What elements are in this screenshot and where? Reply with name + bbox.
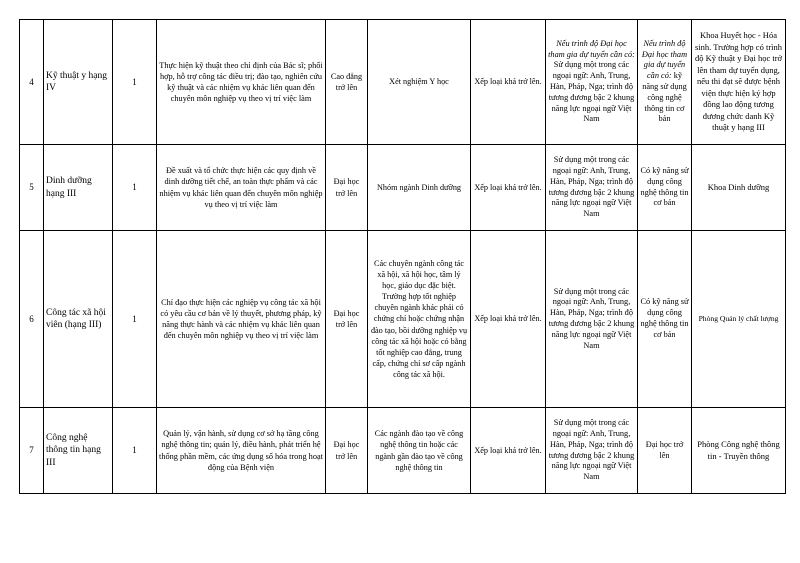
- position-title: Công tác xã hội viên (hạng III): [44, 231, 113, 408]
- duties: Thực hiện kỹ thuật theo chỉ định của Bác sĩ; phối hợp, hỗ trợ công tác điều trị; đào tạo, nghiên cứu kỹ thuật và các nhiệm vụ khác liên quan đến chuyên môn nghiệp vụ theo vị trí việc làm: [157, 20, 326, 145]
- education-level: Cao đẳng trở lên: [326, 20, 368, 145]
- duties: Chỉ đạo thực hiện các nghiệp vụ công tác xã hội có yêu cầu cơ bản về lý thuyết, phương pháp, kỹ năng thực hành và các nhiệm vụ khác liên quan đến chuyên môn nghiệp vụ theo vị trí việc làm: [157, 231, 326, 408]
- duties: Quản lý, vận hành, sử dụng cơ sở hạ tầng công nghệ thông tin; quản lý, điều hành, phát triển hệ thống phần mềm, các ứng dụng số hóa trong hoạt động của Bệnh viện: [157, 408, 326, 494]
- it-requirement: Có kỹ năng sử dụng công nghệ thông tin cơ bản: [638, 145, 692, 231]
- major: Các ngành đào tạo về công nghệ thông tin hoặc các ngành gần đào tạo về công nghệ thông tin: [368, 408, 471, 494]
- table-row: [20, 20, 786, 145]
- department: Khoa Dinh dưỡng: [692, 145, 786, 231]
- department: Phòng Quản lý chất lượng: [692, 231, 786, 408]
- grade-requirement: Xếp loại khá trở lên.: [471, 408, 546, 494]
- quota: 1: [113, 145, 157, 231]
- position-title: Dinh dưỡng hạng III: [44, 145, 113, 231]
- department: Khoa Huyết học - Hóa sinh. Trường hợp có trình độ Kỹ thuật y Đại học trở lên tham dự tuyển dụng, nếu thi đạt sẽ được bệnh viện thực hiện ký hợp đồng lao động tương đương chức danh Kỹ thuật y hạng III: [692, 20, 786, 145]
- position-title: Công nghệ thông tin hạng III: [44, 408, 113, 494]
- it-requirement: [638, 20, 692, 145]
- education-level: Đại học trở lên: [326, 145, 368, 231]
- it-detail: kỹ năng sử dụng công nghệ thông tin cơ bản: [642, 71, 687, 124]
- recruitment-table: [19, 19, 786, 494]
- language-detail: Sử dụng một trong các ngoại ngữ: Anh, Trung, Hàn, Pháp, Nga; trình độ tương đương bậc 2 khung năng lực ngoại ngữ Việt Nam: [548, 60, 635, 124]
- row-number: 6: [20, 231, 44, 408]
- education-level: Đại học trở lên: [326, 408, 368, 494]
- language-requirement: Sử dụng một trong các ngoại ngữ: Anh, Trung, Hàn, Pháp, Nga; trình độ tương đương bậc 2 khung năng lực ngoại ngữ Việt Nam: [546, 231, 638, 408]
- major: Nhóm ngành Dinh dưỡng: [368, 145, 471, 231]
- row-number: 5: [20, 145, 44, 231]
- language-condition: Nếu trình độ Đại học tham gia dự tuyển cần có:: [548, 38, 635, 59]
- education-level: Đại học trở lên: [326, 231, 368, 408]
- quota: 1: [113, 408, 157, 494]
- row-number: 4: [20, 20, 44, 145]
- quota: 1: [113, 20, 157, 145]
- grade-requirement: Xếp loại khá trở lên.: [471, 231, 546, 408]
- language-requirement: Sử dụng một trong các ngoại ngữ: Anh, Trung, Hàn, Pháp, Nga; trình độ tương đương bậc 2 khung năng lực ngoại ngữ Việt Nam: [546, 408, 638, 494]
- row-number: 7: [20, 408, 44, 494]
- duties: Đề xuất và tổ chức thực hiện các quy định về dinh dưỡng tiết chế, an toàn thực phẩm và các nhiệm vụ khác liên quan đến chuyên môn nghiệp vụ theo vị trí việc làm: [157, 145, 326, 231]
- it-requirement: Đại học trở lên: [638, 408, 692, 494]
- table-row: [20, 408, 786, 494]
- grade-requirement: Xếp loại khá trở lên.: [471, 145, 546, 231]
- language-requirement: [546, 20, 638, 145]
- grade-requirement: Xếp loại khá trở lên.: [471, 20, 546, 145]
- table-row: [20, 145, 786, 231]
- quota: 1: [113, 231, 157, 408]
- major: Các chuyên ngành công tác xã hội, xã hội học, tâm lý học, giáo dục đặc biệt. Trường hợp tốt nghiệp chuyên ngành khác phải có chứng chỉ hoặc chứng nhận đào tạo, bồi dưỡng nghiệp vụ công tác xã hội hoặc có bằng tốt nghiệp cao đẳng, trung cấp, chứng chỉ sơ cấp ngành công tác xã hội.: [368, 231, 471, 408]
- it-condition: Nếu trình độ Đại học tham gia dự tuyển cần có:: [641, 38, 688, 81]
- position-title: Kỹ thuật y hạng IV: [44, 20, 113, 145]
- major: Xét nghiệm Y học: [368, 20, 471, 145]
- it-requirement: Có kỹ năng sử dụng công nghệ thông tin cơ bản: [638, 231, 692, 408]
- table-row: [20, 231, 786, 408]
- department: Phòng Công nghệ thông tin - Truyền thông: [692, 408, 786, 494]
- language-requirement: Sử dụng một trong các ngoại ngữ: Anh, Trung, Hàn, Pháp, Nga; trình độ tương đương bậc 2 khung năng lực ngoại ngữ Việt Nam: [546, 145, 638, 231]
